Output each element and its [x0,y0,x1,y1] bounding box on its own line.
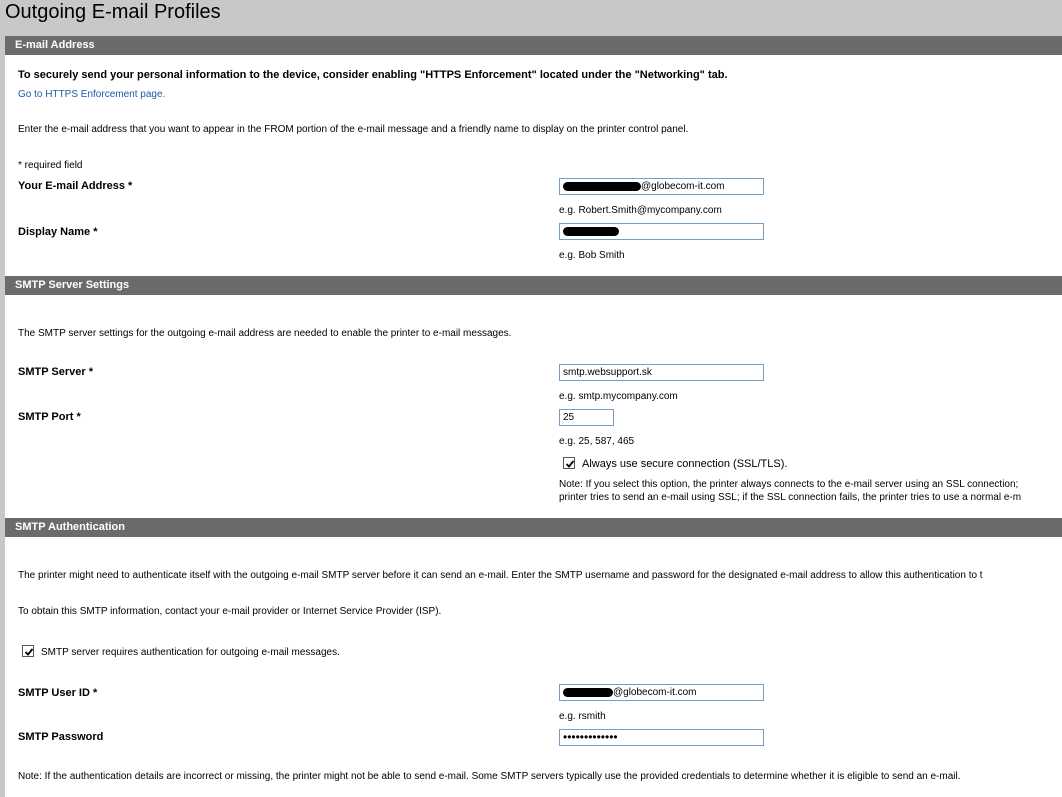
auth-footer-note: Note: If the authentication details are incorrect or missing, the printer might not be able to send e-mail. Some SMTP servers typically use the provided credentials to determine whether it is eligible to send an e-mail. [18,771,961,782]
display-name-label: Display Name * [18,226,98,238]
requires-auth-checkbox[interactable] [22,645,34,657]
smtp-password-label: SMTP Password [18,731,104,743]
redaction-mark [563,182,641,191]
smtp-server-label: SMTP Server * [18,366,94,378]
checkmark-icon [565,459,575,469]
checkmark-icon [24,647,34,657]
smtp-server-example: e.g. smtp.mycompany.com [559,391,678,402]
email-example: e.g. Robert.Smith@mycompany.com [559,205,722,216]
email-intro-text: Enter the e-mail address that you want to appear in the FROM portion of the e-mail message and a friendly name to display on the printer control panel. [18,124,689,135]
ssl-checkbox-label: Always use secure connection (SSL/TLS). [582,458,788,470]
ssl-note-line-1: Note: If you select this option, the printer always connects to the e-mail server using an SSL connection; [559,479,1019,490]
email-address-label: Your E-mail Address * [18,180,133,192]
smtp-server-input[interactable]: smtp.websupport.sk [559,364,764,381]
smtp-user-id-example: e.g. rsmith [559,711,606,722]
required-field-note: * required field [18,160,83,171]
https-notice: To securely send your personal information to the device, consider enabling "HTTPS Enforcement" located under the "Networking" tab. [18,69,728,81]
smtp-user-id-input[interactable]: @globecom-it.com [559,684,764,701]
smtp-password-input[interactable]: ••••••••••••• [559,729,764,746]
section-header-email: E-mail Address [5,36,1062,55]
smtp-intro-text: The SMTP server settings for the outgoing e-mail address are needed to enable the printer to e-mail messages. [18,328,512,339]
ssl-checkbox[interactable] [563,457,575,469]
https-enforcement-link[interactable]: Go to HTTPS Enforcement page. [18,89,166,100]
smtp-port-example: e.g. 25, 587, 465 [559,436,635,447]
requires-auth-label: SMTP server requires authentication for outgoing e-mail messages. [41,647,340,658]
section-header-smtp-server: SMTP Server Settings [5,276,1062,295]
smtp-port-input[interactable]: 25 [559,409,614,426]
section-header-smtp-auth: SMTP Authentication [5,518,1062,537]
redaction-mark [563,688,613,697]
left-border [0,36,5,797]
redaction-mark [563,227,619,236]
page-title: Outgoing E-mail Profiles [5,1,221,23]
display-name-example: e.g. Bob Smith [559,250,625,261]
smtp-user-id-label: SMTP User ID * [18,687,98,699]
smtp-port-label: SMTP Port * [18,411,81,423]
title-bar [0,0,1062,36]
auth-intro-text: The printer might need to authenticate itself with the outgoing e-mail SMTP server before it can send an e-mail. Enter the SMTP username and password for the designated e-mail address to allow this authentication to t [18,570,983,581]
ssl-note-line-2: printer tries to send an e-mail using SSL; if the SSL connection fails, the printer tries to use a normal e-m [559,492,1022,503]
isp-note: To obtain this SMTP information, contact your e-mail provider or Internet Service Provider (ISP). [18,606,442,617]
email-address-input[interactable]: @globecom-it.com [559,178,764,195]
display-name-input[interactable] [559,223,764,240]
